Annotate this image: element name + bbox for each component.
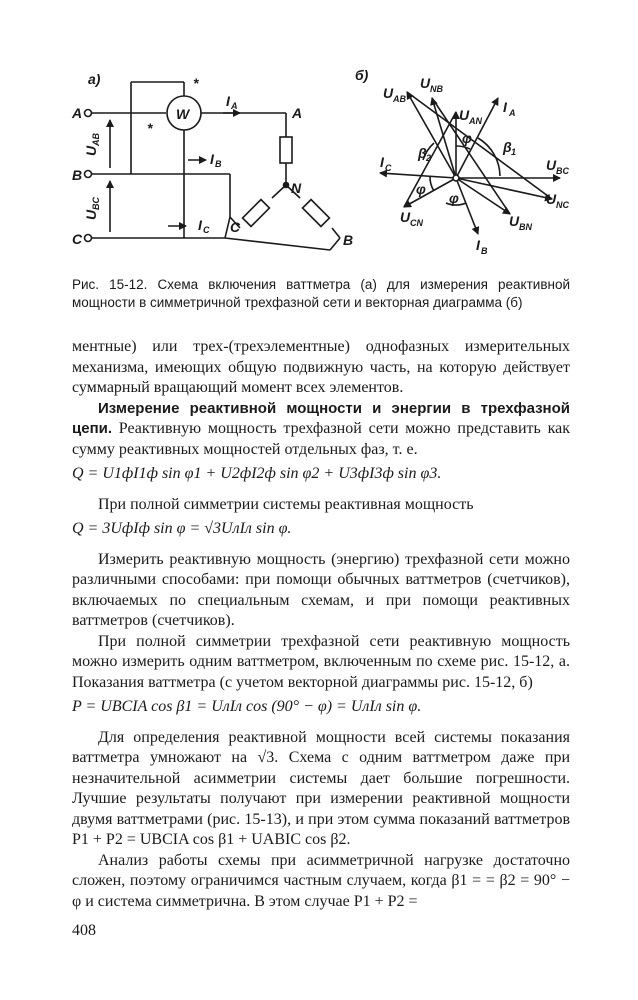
- star-mark-1: *: [193, 75, 199, 91]
- figure-label-a: а): [88, 71, 101, 87]
- ic-sub: C: [385, 163, 392, 173]
- unc-sub: NC: [556, 200, 569, 210]
- ia-sub: A: [509, 108, 516, 118]
- figure-15-12: [0, 0, 638, 270]
- paragraph-4: Измерить реактивную мощность (энергию) трехфазной сети можно различными способами: при помощи обычных ваттметров (счетчиков), включаемых по специальным схемам, и при помощи реактивных ваттметров (счетчиков).: [72, 550, 570, 629]
- node-a-label: A: [292, 105, 303, 121]
- angle-phi-arc: [456, 146, 470, 149]
- ia-main: I: [503, 99, 507, 115]
- figure-caption: Рис. 15-12. Схема включения ваттметра (а) для измерения реактивной мощности в симметричной трехфазной сети и векторная диаграмма (б): [72, 277, 570, 310]
- node-c-label: C: [230, 219, 241, 235]
- node-n-label: N: [291, 180, 302, 196]
- paragraph-5: При полной симметрии трехфазной сети реактивную мощность можно измерить одним ваттметром, включенным по схеме рис. 15-12, а. Показания ваттметра (с учетом векторной диаграммы рис. 15-12, б): [72, 632, 570, 691]
- section-heading: Измерение реактивной мощности и энергии в трехфазной цепи.: [72, 399, 570, 437]
- ucn-sub: CN: [410, 218, 423, 228]
- wattmeter-label: W: [176, 106, 190, 122]
- current-ic-sub: C: [203, 225, 210, 235]
- current-ib-sub: B: [215, 159, 222, 169]
- circuit-diagram: [71, 71, 353, 250]
- ib-sub: B: [481, 246, 488, 256]
- ib-main: I: [476, 237, 480, 253]
- body-text: [72, 337, 570, 912]
- paragraph-3: При полной симметрии системы реактивная мощность: [98, 495, 474, 513]
- uan-main: U: [459, 107, 470, 123]
- vector-diagram: [355, 67, 569, 256]
- equation-2: Q = 3UфIф sin φ = √3UлIл sin φ.: [72, 520, 292, 537]
- figure-label-b: б): [355, 67, 369, 83]
- page-number: 408: [72, 922, 96, 939]
- equation-3: P = UBCIA cos β1 = UлIл cos (90° − φ) = UлIл sin φ.: [72, 698, 422, 715]
- terminal-b-label: B: [72, 167, 83, 183]
- equation-1: Q = U1фI1ф sin φ1 + U2фI2ф sin φ2 + U3фI3ф sin φ3.: [72, 465, 442, 482]
- angle-beta1-main: β: [503, 139, 512, 155]
- angle-phi-bottom-label: φ: [449, 190, 459, 206]
- voltage-uab-sub: AB: [91, 133, 101, 146]
- angle-beta1-sub: 1: [511, 147, 517, 157]
- current-ic-main: I: [198, 217, 202, 233]
- angle-beta2-sub: 2: [426, 153, 432, 163]
- uab-sub: AB: [393, 94, 406, 104]
- uab-main: U: [383, 85, 394, 101]
- uan-sub: AN: [469, 116, 482, 126]
- ubc-sub: BC: [556, 166, 569, 176]
- phasor-unb: [432, 98, 456, 178]
- current-ib-main: I: [210, 151, 214, 167]
- unb-main: U: [420, 75, 431, 91]
- current-ia-sub: A: [231, 101, 238, 111]
- paragraph-2: [72, 399, 570, 461]
- origin-point: [453, 175, 459, 181]
- terminal-a: [85, 110, 92, 117]
- angle-phi-label: φ: [462, 130, 472, 146]
- ic-main: I: [380, 154, 384, 170]
- angle-phi-lower-label: φ: [416, 181, 426, 197]
- ubn-sub: BN: [519, 222, 532, 232]
- paragraph-1: ментные) или трех-(трехэлементные) однофазных измерительных механизма, имеющих общую подвижную часть, на которую действует суммарный вращающий момент всех элементов.: [72, 338, 570, 396]
- unb-sub: NB: [430, 84, 443, 94]
- phasor-ic: [380, 173, 456, 178]
- star-mark-2: *: [147, 120, 153, 136]
- node-b-label: B: [343, 232, 354, 248]
- angle-phi-lower-arc: [430, 176, 434, 191]
- terminal-c: [85, 235, 92, 242]
- terminal-c-label: C: [72, 231, 83, 247]
- voltage-ubc-sub: BC: [91, 197, 101, 210]
- voltage-ubc-main: U: [83, 209, 99, 220]
- unc-main: U: [546, 191, 557, 207]
- ubc-main: U: [546, 157, 557, 173]
- ucn-main: U: [400, 209, 411, 225]
- paragraph-2-text: Реактивную мощность трехфазной сети можно представить как сумму реактивных мощностей отдельных фаз, т. е.: [72, 420, 570, 458]
- angle-beta2-main: β: [418, 145, 427, 161]
- terminal-a-label: A: [72, 105, 83, 121]
- terminal-b: [85, 171, 92, 178]
- current-ia-main: I: [226, 93, 230, 109]
- phasor-uab: [407, 92, 456, 178]
- phasor-ib: [456, 178, 478, 234]
- paragraph-6: Для определения реактивной мощности всей системы показания ваттметра умножают на √3. Схема с одним ваттметром даже при незначительной асимметрии системы дает большие погрешности. Лучшие результаты получают при измерении реактивной мощности двумя ваттметрами (рис. 15-13), и при этом сумма показаний ваттметров P1 + P2 = UBCIA cos β1 + UABIC cos β2.: [72, 728, 570, 848]
- paragraph-7: Анализ работы схемы при асимметричной нагрузке достаточно сложен, поэтому ограничимся частным случаем, когда β1 = = β2 = 90° − φ и система симметрична. В этом случае P1 + P2 =: [72, 851, 570, 910]
- voltage-uab-main: U: [83, 145, 99, 156]
- ubn-main: U: [509, 213, 520, 229]
